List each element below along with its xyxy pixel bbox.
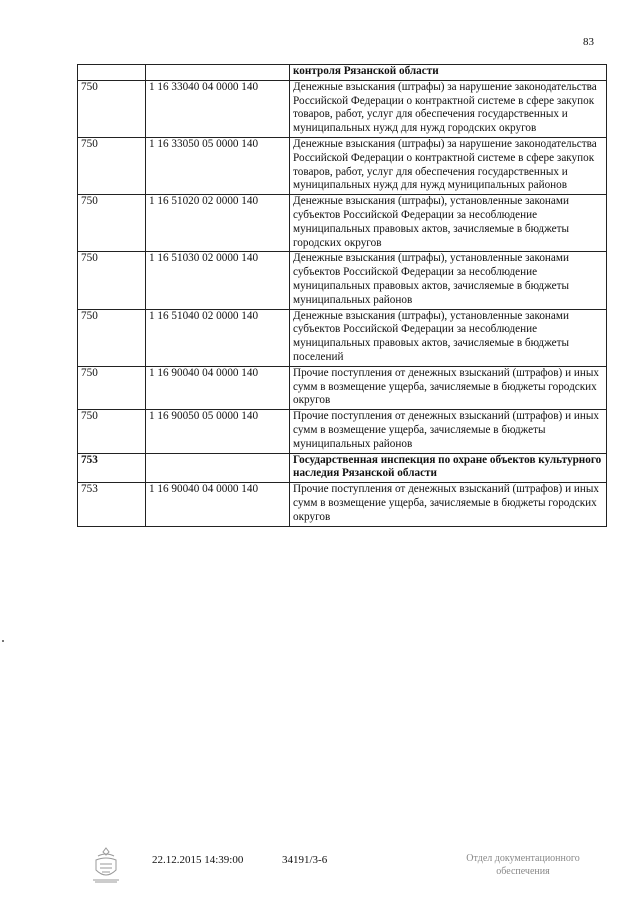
row-code-cell: 750	[78, 137, 146, 194]
row-description-cell: Денежные взыскания (штрафы), установленные законами субъектов Российской Федерации за несоблюдение муниципальных правовых актов, зачисляемые в бюджеты муниципальных районов	[290, 252, 607, 309]
row-kbk-cell: 1 16 90040 04 0000 140	[146, 483, 290, 526]
row-code-cell: 750	[78, 195, 146, 252]
table-row	[78, 453, 607, 483]
row-kbk-cell: 1 16 90040 04 0000 140	[146, 366, 290, 409]
footer-department-stamp	[448, 852, 598, 878]
row-code-cell: 753	[78, 453, 146, 483]
row-code-cell: 750	[78, 80, 146, 137]
row-kbk-cell: 1 16 90050 05 0000 140	[146, 410, 290, 453]
row-kbk-cell: 1 16 51030 02 0000 140	[146, 252, 290, 309]
table-row	[78, 80, 607, 137]
footer-doc-number: 34191/3-6	[282, 854, 328, 866]
row-kbk-cell: 1 16 51040 02 0000 140	[146, 309, 290, 366]
row-code-cell: 750	[78, 309, 146, 366]
row-description-cell: Государственная инспекция по охране объектов культурного наследия Рязанской области	[290, 453, 607, 483]
footer-dept-line1: Отдел документационного	[466, 853, 580, 864]
table-row	[78, 410, 607, 453]
row-description-cell: Денежные взыскания (штрафы) за нарушение законодательства Российской Федерации о контрактной системе в сфере закупок товаров, работ, услуг для обеспечения государственных и муниципальных нужд для нужд муниципальных районов	[290, 137, 607, 194]
page-number: 83	[583, 36, 594, 48]
row-code-cell: 750	[78, 252, 146, 309]
row-description-cell: Прочие поступления от денежных взысканий (штрафов) и иных сумм в возмещение ущерба, зачисляемые в бюджеты городских округов	[290, 366, 607, 409]
row-kbk-cell: 1 16 33040 04 0000 140	[146, 80, 290, 137]
table-row	[78, 483, 607, 526]
row-code-cell: 750	[78, 366, 146, 409]
revenue-codes-table	[77, 64, 607, 527]
row-code-cell: 753	[78, 483, 146, 526]
table-row	[78, 252, 607, 309]
row-kbk-cell: 1 16 33050 05 0000 140	[146, 137, 290, 194]
row-kbk-cell	[146, 65, 290, 81]
table-row	[78, 195, 607, 252]
row-code-cell: 750	[78, 410, 146, 453]
row-description-cell: Прочие поступления от денежных взысканий (штрафов) и иных сумм в возмещение ущерба, зачисляемые в бюджеты городских округов	[290, 483, 607, 526]
row-description-cell: Прочие поступления от денежных взысканий (штрафов) и иных сумм в возмещение ущерба, зачисляемые в бюджеты муниципальных районов	[290, 410, 607, 453]
footer-dept-line2: обеспечения	[496, 866, 550, 877]
row-kbk-cell: 1 16 51020 02 0000 140	[146, 195, 290, 252]
row-description-cell: Денежные взыскания (штрафы), установленные законами субъектов Российской Федерации за несоблюдение муниципальных правовых актов, зачисляемые в бюджеты поселений	[290, 309, 607, 366]
row-description-cell: Денежные взыскания (штрафы), установленные законами субъектов Российской Федерации за несоблюдение муниципальных правовых актов, зачисляемые в бюджеты городских округов	[290, 195, 607, 252]
scan-mark	[2, 640, 4, 642]
row-code-cell	[78, 65, 146, 81]
table-row	[78, 309, 607, 366]
row-description-cell: контроля Рязанской области	[290, 65, 607, 81]
row-description-cell: Денежные взыскания (штрафы) за нарушение законодательства Российской Федерации о контрактной системе в сфере закупок товаров, работ, услуг для обеспечения государственных и муниципальных нужд для нужд городских округов	[290, 80, 607, 137]
table-row	[78, 137, 607, 194]
coat-of-arms-icon	[90, 846, 122, 884]
table-row	[78, 65, 607, 81]
footer-datetime: 22.12.2015 14:39:00	[152, 854, 244, 866]
table-row	[78, 366, 607, 409]
row-kbk-cell	[146, 453, 290, 483]
